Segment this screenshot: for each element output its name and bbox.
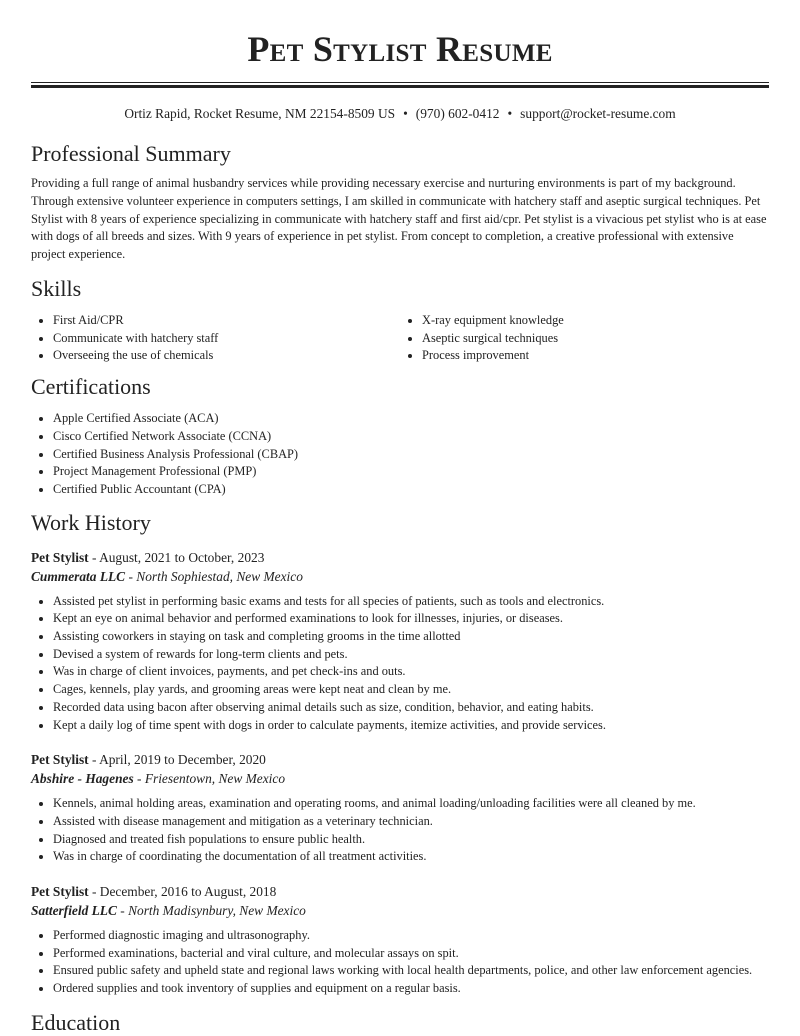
job-bullet: • Cages, kennels, play yards, and grooming areas were kept neat and clean by me. bbox=[53, 681, 769, 699]
job-entry-1 bbox=[31, 548, 769, 735]
job-entry-2 bbox=[31, 750, 769, 866]
job-title: Pet Stylist bbox=[31, 884, 89, 900]
job-company: Satterfield LLC bbox=[31, 903, 117, 919]
work-history-heading: Work History bbox=[31, 509, 151, 535]
certification-item: • Certified Business Analysis Professional (CBAP) bbox=[53, 446, 769, 464]
skill-item: • Overseeing the use of chemicals bbox=[53, 347, 400, 365]
job-bullet: • Kept a daily log of time spent with dogs in order to calculate payments, itemize activities, and provide services. bbox=[53, 717, 769, 735]
job-company-line bbox=[31, 567, 769, 586]
job-bullet: • Diagnosed and treated fish populations to ensure public health. bbox=[53, 831, 769, 849]
job-title-line bbox=[31, 882, 769, 901]
contact-separator: • bbox=[403, 106, 408, 121]
job-dates: - August, 2021 to October, 2023 bbox=[88, 549, 265, 565]
job-title: Pet Stylist bbox=[31, 549, 89, 565]
job-entry-3 bbox=[31, 882, 769, 998]
job-bullets bbox=[31, 593, 769, 735]
title-divider bbox=[31, 82, 769, 88]
skill-item: • Aseptic surgical techniques bbox=[422, 330, 769, 348]
job-location: - North Madisynbury, New Mexico bbox=[116, 903, 306, 919]
skill-item: • Process improvement bbox=[422, 347, 769, 365]
summary-text: Providing a full range of animal husbandry services while providing necessary exercise and nurturing environments is part of my background. Through extensive volunteer experience in computers settings, I am skilled in communicate with hatchery staff and aseptic surgical techniques. Pet Stylist with 8 years of experience specializing in communicate with hatchery staff and first aid/cpr. Pet stylist is a vivacious pet stylist who is at ease with dogs of all breeds and sizes. With 9 years of experience in pet stylist. From concept to completion, a creative professional with extensive project experience. bbox=[31, 176, 767, 262]
skill-item: • X-ray equipment knowledge bbox=[422, 312, 769, 330]
contact-address: Ortiz Rapid, Rocket Resume, NM 22154-8509 US bbox=[124, 106, 396, 121]
skills-list-right bbox=[400, 312, 769, 365]
job-dates: - December, 2016 to August, 2018 bbox=[88, 884, 277, 900]
job-bullet: • Assisting coworkers in staying on task and completing grooms in the time allotted bbox=[53, 628, 769, 646]
job-company-line bbox=[31, 769, 769, 788]
job-company-line bbox=[31, 901, 769, 920]
skills-columns bbox=[31, 312, 769, 365]
job-company: Cummerata LLC bbox=[31, 568, 126, 584]
job-bullet: • Was in charge of client invoices, payments, and pet check-ins and outs. bbox=[53, 663, 769, 681]
contact-email: support@rocket-resume.com bbox=[520, 106, 676, 121]
skill-item: • Communicate with hatchery staff bbox=[53, 330, 400, 348]
job-dates: - April, 2019 to December, 2020 bbox=[88, 752, 266, 768]
job-bullet: • Ensured public safety and upheld state and regional laws working with local health departments, police, and other law enforcement agencies. bbox=[53, 962, 769, 980]
skill-item: • First Aid/CPR bbox=[53, 312, 400, 330]
job-bullets bbox=[31, 795, 769, 866]
contact-line bbox=[31, 105, 769, 123]
job-bullet: • Assisted pet stylist in performing basic exams and tests for all species of patients, such as tools and electronics. bbox=[53, 593, 769, 611]
certification-item: • Project Management Professional (PMP) bbox=[53, 463, 769, 481]
job-bullet: • Kennels, animal holding areas, examination and operating rooms, and animal loading/unloading facilities were all cleaned by me. bbox=[53, 795, 769, 813]
job-bullet: • Kept an eye on animal behavior and performed examinations to look for illnesses, injuries, or diseases. bbox=[53, 610, 769, 628]
education-heading: Education bbox=[31, 1009, 121, 1035]
skills-heading: Skills bbox=[31, 275, 82, 301]
certification-item: • Cisco Certified Network Associate (CCNA) bbox=[53, 428, 769, 446]
certification-item: • Apple Certified Associate (ACA) bbox=[53, 410, 769, 428]
job-company: Abshire - Hagenes bbox=[31, 771, 134, 787]
certifications-list bbox=[31, 410, 769, 499]
job-location: - Friesentown, New Mexico bbox=[133, 771, 286, 787]
certification-item: • Certified Public Accountant (CPA) bbox=[53, 481, 769, 499]
job-bullet: • Was in charge of coordinating the documentation of all treatment activities. bbox=[53, 848, 769, 866]
contact-separator: • bbox=[507, 106, 513, 121]
certifications-heading: Certifications bbox=[31, 374, 151, 400]
job-bullet: • Recorded data using bacon after observing animal details such as size, condition, behavior, and eating habits. bbox=[53, 699, 769, 717]
resume-title: Pet Stylist Resume bbox=[247, 29, 553, 69]
job-bullets bbox=[31, 927, 769, 998]
job-location: - North Sophiestad, New Mexico bbox=[125, 568, 303, 584]
job-bullet: • Assisted with disease management and mitigation as a veterinary technician. bbox=[53, 813, 769, 831]
job-title: Pet Stylist bbox=[31, 752, 89, 768]
job-bullet: • Performed examinations, bacterial and viral culture, and molecular assays on spit. bbox=[53, 945, 769, 963]
job-title-line bbox=[31, 548, 769, 567]
job-bullet: • Ordered supplies and took inventory of supplies and equipment on a regular basis. bbox=[53, 980, 769, 998]
skills-list-left bbox=[31, 312, 400, 365]
job-bullet: • Performed diagnostic imaging and ultrasonography. bbox=[53, 927, 769, 945]
job-bullet: • Devised a system of rewards for long-term clients and pets. bbox=[53, 646, 769, 664]
job-title-line bbox=[31, 750, 769, 769]
contact-phone: (970) 602-0412 bbox=[415, 106, 500, 121]
summary-heading: Professional Summary bbox=[31, 141, 231, 166]
